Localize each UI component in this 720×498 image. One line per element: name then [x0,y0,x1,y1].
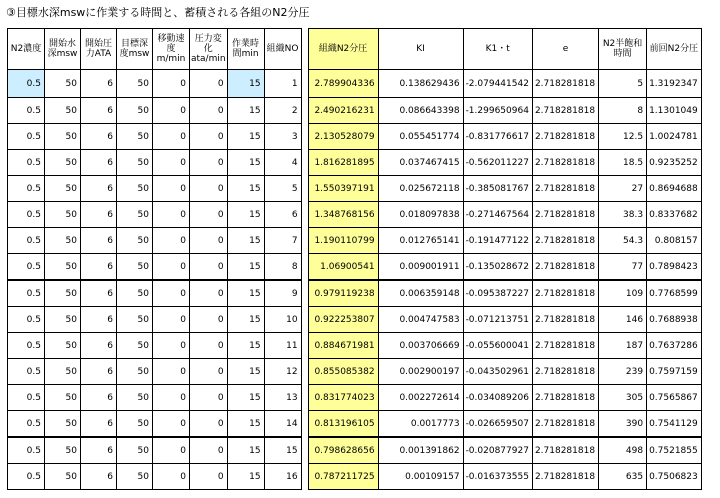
header-cell[interactable]: 組織NO [264,29,301,70]
start-pressure-cell[interactable]: 6 [81,150,117,176]
pressure-change-cell[interactable]: 0 [190,176,228,202]
n2-concentration-cell[interactable]: 0.5 [8,385,45,411]
work-time-cell[interactable]: 15 [227,464,264,490]
n2-concentration-cell[interactable]: 0.5 [8,98,45,124]
header-cell[interactable]: 目標深度msw [117,29,153,70]
half-saturation-cell[interactable]: 390 [599,411,647,438]
move-speed-cell[interactable]: 0 [153,254,190,281]
start-pressure-cell[interactable]: 6 [81,359,117,385]
start-depth-cell[interactable]: 50 [45,437,81,464]
n2-concentration-cell[interactable]: 0.5 [8,333,45,359]
e-cell[interactable]: 2.718281818 [532,202,598,228]
table-row [8,124,702,150]
move-speed-cell[interactable]: 0 [153,98,190,124]
move-speed-cell[interactable]: 0 [153,124,190,150]
n2-concentration-cell[interactable]: 0.5 [8,228,45,254]
pressure-change-cell[interactable]: 0 [190,124,228,150]
work-time-cell[interactable]: 15 [227,307,264,333]
start-depth-cell[interactable]: 50 [45,333,81,359]
work-time-cell[interactable]: 15 [227,176,264,202]
k1t-cell[interactable]: -0.271467564 [463,202,532,228]
start-pressure-cell[interactable]: 6 [81,98,117,124]
half-saturation-cell[interactable]: 18.5 [599,150,647,176]
start-depth-cell[interactable]: 50 [45,70,81,98]
pressure-change-cell[interactable]: 0 [190,98,228,124]
header-cell[interactable]: 移動速度m/min [153,29,190,70]
tissue-no-cell[interactable]: 6 [264,202,301,228]
move-speed-cell[interactable]: 0 [153,280,190,307]
k1t-cell[interactable]: -0.034089206 [463,385,532,411]
start-pressure-cell[interactable]: 6 [81,307,117,333]
tissue-no-cell[interactable]: 16 [264,464,301,490]
header-cell[interactable]: 圧力変化ata/min [190,29,228,70]
spacer-cell [301,254,308,281]
table-row [8,437,702,464]
e-cell[interactable]: 2.718281818 [532,98,598,124]
header-cell[interactable]: 開始水深msw [45,29,81,70]
n2-concentration-cell[interactable]: 0.5 [8,124,45,150]
start-pressure-cell[interactable]: 6 [81,437,117,464]
start-depth-cell[interactable]: 50 [45,280,81,307]
ki-cell[interactable]: 0.055451774 [378,124,463,150]
tissue-n2-cell[interactable]: 0.884671981 [308,333,378,359]
half-saturation-cell[interactable]: 54.3 [599,228,647,254]
target-depth-cell[interactable]: 50 [117,359,153,385]
ki-cell[interactable]: 0.018097838 [378,202,463,228]
start-depth-cell[interactable]: 50 [45,150,81,176]
e-cell[interactable]: 2.718281818 [532,280,598,307]
table-row [8,280,702,307]
work-time-cell[interactable]: 15 [227,437,264,464]
move-speed-cell[interactable]: 0 [153,385,190,411]
ki-cell[interactable]: 0.086643398 [378,98,463,124]
header-cell[interactable]: K1・t [463,29,532,70]
start-depth-cell[interactable]: 50 [45,254,81,281]
prev-n2-cell[interactable]: 0.7637286 [647,333,702,359]
pressure-change-cell[interactable]: 0 [190,150,228,176]
spacer-cell [301,359,308,385]
move-speed-cell[interactable]: 0 [153,437,190,464]
move-speed-cell[interactable]: 0 [153,411,190,438]
spacer-cell [301,280,308,307]
table-row [8,359,702,385]
half-saturation-cell[interactable]: 187 [599,333,647,359]
tissue-n2-cell[interactable]: 2.490216231 [308,98,378,124]
ki-cell[interactable]: 0.001391862 [378,437,463,464]
work-time-cell[interactable]: 15 [227,228,264,254]
table-row [8,254,702,281]
n2-concentration-cell[interactable]: 0.5 [8,437,45,464]
tissue-no-cell[interactable]: 11 [264,333,301,359]
start-pressure-cell[interactable]: 6 [81,228,117,254]
target-depth-cell[interactable]: 50 [117,228,153,254]
start-depth-cell[interactable]: 50 [45,98,81,124]
work-time-cell[interactable]: 15 [227,411,264,438]
move-speed-cell[interactable]: 0 [153,150,190,176]
k1t-cell[interactable]: -0.831776617 [463,124,532,150]
work-time-cell[interactable]: 15 [227,124,264,150]
target-depth-cell[interactable]: 50 [117,150,153,176]
target-depth-cell[interactable]: 50 [117,307,153,333]
ki-cell[interactable]: 0.006359148 [378,280,463,307]
e-cell[interactable]: 2.718281818 [532,124,598,150]
start-depth-cell[interactable]: 50 [45,124,81,150]
header-cell[interactable]: KI [378,29,463,70]
pressure-change-cell[interactable]: 0 [190,464,228,490]
header-cell[interactable]: 前回N2分圧 [647,29,702,70]
ki-cell[interactable]: 0.0017773 [378,411,463,438]
tissue-n2-cell[interactable]: 0.922253807 [308,307,378,333]
table-row [8,202,702,228]
tissue-n2-cell[interactable]: 0.798628656 [308,437,378,464]
pressure-change-cell[interactable]: 0 [190,307,228,333]
tissue-no-cell[interactable]: 15 [264,437,301,464]
tissue-no-cell[interactable]: 14 [264,411,301,438]
e-cell[interactable]: 2.718281818 [532,464,598,490]
tissue-n2-cell[interactable]: 0.813196105 [308,411,378,438]
prev-n2-cell[interactable]: 1.3192347 [647,70,702,98]
half-saturation-cell[interactable]: 109 [599,280,647,307]
tissue-n2-cell[interactable]: 1.06900541 [308,254,378,281]
move-speed-cell[interactable]: 0 [153,228,190,254]
pressure-change-cell[interactable]: 0 [190,385,228,411]
spacer-cell [301,228,308,254]
ki-cell[interactable]: 0.002900197 [378,359,463,385]
k1t-cell[interactable]: -0.562011227 [463,150,532,176]
table-row [8,464,702,490]
half-saturation-cell[interactable]: 498 [599,437,647,464]
start-pressure-cell[interactable]: 6 [81,464,117,490]
header-cell[interactable]: e [532,29,598,70]
target-depth-cell[interactable]: 50 [117,464,153,490]
ki-cell[interactable]: 0.037467415 [378,150,463,176]
target-depth-cell[interactable]: 50 [117,98,153,124]
half-saturation-cell[interactable]: 239 [599,359,647,385]
spacer-cell [301,202,308,228]
move-speed-cell[interactable]: 0 [153,464,190,490]
move-speed-cell[interactable]: 0 [153,202,190,228]
k1t-cell[interactable]: -0.095387227 [463,280,532,307]
table-row [8,150,702,176]
n2-concentration-cell[interactable]: 0.5 [8,464,45,490]
pressure-change-cell[interactable]: 0 [190,359,228,385]
start-depth-cell[interactable]: 50 [45,307,81,333]
prev-n2-cell[interactable]: 0.7565867 [647,385,702,411]
ki-cell[interactable]: 0.004747583 [378,307,463,333]
tissue-no-cell[interactable]: 13 [264,385,301,411]
k1t-cell[interactable]: -0.026659507 [463,411,532,438]
e-cell[interactable]: 2.718281818 [532,411,598,438]
start-depth-cell[interactable]: 50 [45,228,81,254]
prev-n2-cell[interactable]: 0.808157 [647,228,702,254]
move-speed-cell[interactable]: 0 [153,359,190,385]
n2-concentration-cell[interactable]: 0.5 [8,411,45,438]
work-time-cell[interactable]: 15 [227,98,264,124]
start-pressure-cell[interactable]: 6 [81,124,117,150]
header-cell[interactable]: 作業時間min [227,29,264,70]
spacer-cell [301,333,308,359]
pressure-change-cell[interactable]: 0 [190,202,228,228]
tissue-n2-cell[interactable]: 1.816281895 [308,150,378,176]
start-depth-cell[interactable]: 50 [45,411,81,438]
prev-n2-cell[interactable]: 0.7898423 [647,254,702,281]
spreadsheet-table [7,28,702,490]
k1t-cell[interactable]: -1.299650964 [463,98,532,124]
e-cell[interactable]: 2.718281818 [532,307,598,333]
tissue-no-cell[interactable]: 5 [264,176,301,202]
k1t-cell[interactable]: -0.385081767 [463,176,532,202]
tissue-no-cell[interactable]: 8 [264,254,301,281]
start-depth-cell[interactable]: 50 [45,359,81,385]
e-cell[interactable]: 2.718281818 [532,437,598,464]
half-saturation-cell[interactable]: 38.3 [599,202,647,228]
table-row [8,385,702,411]
target-depth-cell[interactable]: 50 [117,254,153,281]
start-depth-cell[interactable]: 50 [45,176,81,202]
half-saturation-cell[interactable]: 8 [599,98,647,124]
spacer-cell [301,411,308,438]
k1t-cell[interactable]: -0.020877927 [463,437,532,464]
k1t-cell[interactable]: -0.043502961 [463,359,532,385]
pressure-change-cell[interactable]: 0 [190,280,228,307]
move-speed-cell[interactable]: 0 [153,333,190,359]
ki-cell[interactable]: 0.025672118 [378,176,463,202]
prev-n2-cell[interactable]: 1.1301049 [647,98,702,124]
table-row [8,70,702,98]
start-depth-cell[interactable]: 50 [45,385,81,411]
move-speed-cell[interactable]: 0 [153,307,190,333]
e-cell[interactable]: 2.718281818 [532,333,598,359]
prev-n2-cell[interactable]: 0.8694688 [647,176,702,202]
pressure-change-cell[interactable]: 0 [190,228,228,254]
start-pressure-cell[interactable]: 6 [81,254,117,281]
ki-cell[interactable]: 0.009001911 [378,254,463,281]
start-pressure-cell[interactable]: 6 [81,385,117,411]
target-depth-cell[interactable]: 50 [117,202,153,228]
tissue-no-cell[interactable]: 2 [264,98,301,124]
work-time-cell[interactable]: 15 [227,70,264,98]
n2-concentration-cell[interactable]: 0.5 [8,202,45,228]
work-time-cell[interactable]: 15 [227,150,264,176]
header-cell[interactable]: 組織N2分圧 [308,29,378,70]
k1t-cell[interactable]: -0.135028672 [463,254,532,281]
spacer-cell [301,98,308,124]
target-depth-cell[interactable]: 50 [117,437,153,464]
tissue-n2-cell[interactable]: 2.130528079 [308,124,378,150]
spacer-cell [301,124,308,150]
table-row [8,98,702,124]
work-time-cell[interactable]: 15 [227,254,264,281]
start-pressure-cell[interactable]: 6 [81,70,117,98]
spacer-cell [301,176,308,202]
pressure-change-cell[interactable]: 0 [190,333,228,359]
tissue-no-cell[interactable]: 9 [264,280,301,307]
k1t-cell[interactable]: -0.016373555 [463,464,532,490]
target-depth-cell[interactable]: 50 [117,124,153,150]
prev-n2-cell[interactable]: 0.7521855 [647,437,702,464]
k1t-cell[interactable]: -0.071213751 [463,307,532,333]
table-row [8,307,702,333]
prev-n2-cell[interactable]: 0.7597159 [647,359,702,385]
e-cell[interactable]: 2.718281818 [532,254,598,281]
pressure-change-cell[interactable]: 0 [190,254,228,281]
n2-concentration-cell[interactable]: 0.5 [8,307,45,333]
target-depth-cell[interactable]: 50 [117,176,153,202]
target-depth-cell[interactable]: 50 [117,333,153,359]
start-pressure-cell[interactable]: 6 [81,202,117,228]
start-pressure-cell[interactable]: 6 [81,333,117,359]
prev-n2-cell[interactable]: 0.7688938 [647,307,702,333]
e-cell[interactable]: 2.718281818 [532,70,598,98]
n2-concentration-cell[interactable]: 0.5 [8,254,45,281]
tissue-no-cell[interactable]: 3 [264,124,301,150]
tissue-n2-cell[interactable]: 2.789904336 [308,70,378,98]
tissue-n2-cell[interactable]: 1.348768156 [308,202,378,228]
tissue-no-cell[interactable]: 4 [264,150,301,176]
start-depth-cell[interactable]: 50 [45,202,81,228]
start-pressure-cell[interactable]: 6 [81,280,117,307]
e-cell[interactable]: 2.718281818 [532,228,598,254]
target-depth-cell[interactable]: 50 [117,411,153,438]
tissue-n2-cell[interactable]: 1.190110799 [308,228,378,254]
pressure-change-cell[interactable]: 0 [190,411,228,438]
work-time-cell[interactable]: 15 [227,359,264,385]
table-row [8,333,702,359]
e-cell[interactable]: 2.718281818 [532,176,598,202]
tissue-n2-cell[interactable]: 0.831774023 [308,385,378,411]
spacer-column [301,29,308,70]
e-cell[interactable]: 2.718281818 [532,385,598,411]
work-time-cell[interactable]: 15 [227,333,264,359]
ki-cell[interactable]: 0.00109157 [378,464,463,490]
spacer-cell [301,70,308,98]
prev-n2-cell[interactable]: 1.0024781 [647,124,702,150]
n2-concentration-cell[interactable]: 0.5 [8,359,45,385]
spacer-cell [301,464,308,490]
tissue-n2-cell[interactable]: 0.787211725 [308,464,378,490]
half-saturation-cell[interactable]: 635 [599,464,647,490]
table-row [8,176,702,202]
tissue-n2-cell[interactable]: 0.979119238 [308,280,378,307]
target-depth-cell[interactable]: 50 [117,70,153,98]
spacer-cell [301,385,308,411]
pressure-change-cell[interactable]: 0 [190,70,228,98]
table-row [8,411,702,438]
half-saturation-cell[interactable]: 305 [599,385,647,411]
e-cell[interactable]: 2.718281818 [532,150,598,176]
half-saturation-cell[interactable]: 146 [599,307,647,333]
table-row [8,228,702,254]
half-saturation-cell[interactable]: 12.5 [599,124,647,150]
n2-concentration-cell[interactable]: 0.5 [8,176,45,202]
spacer-cell [301,307,308,333]
prev-n2-cell[interactable]: 0.7541129 [647,411,702,438]
prev-n2-cell[interactable]: 0.7506823 [647,464,702,490]
n2-concentration-cell[interactable]: 0.5 [8,150,45,176]
ki-cell[interactable]: 0.138629436 [378,70,463,98]
half-saturation-cell[interactable]: 5 [599,70,647,98]
header-cell[interactable]: N2濃度 [8,29,45,70]
n2-concentration-cell[interactable]: 0.5 [8,70,45,98]
sheet-title: ③目標水深mswに作業する時間と、蓄積される各組のN2分圧 [6,6,310,19]
start-depth-cell[interactable]: 50 [45,464,81,490]
move-speed-cell[interactable]: 0 [153,176,190,202]
tissue-no-cell[interactable]: 1 [264,70,301,98]
e-cell[interactable]: 2.718281818 [532,359,598,385]
tissue-n2-cell[interactable]: 0.855085382 [308,359,378,385]
spacer-cell [301,437,308,464]
work-time-cell[interactable]: 15 [227,202,264,228]
pressure-change-cell[interactable]: 0 [190,437,228,464]
work-time-cell[interactable]: 15 [227,280,264,307]
ki-cell[interactable]: 0.003706669 [378,333,463,359]
tissue-no-cell[interactable]: 7 [264,228,301,254]
n2-concentration-cell[interactable]: 0.5 [8,280,45,307]
start-pressure-cell[interactable]: 6 [81,176,117,202]
header-cell[interactable]: 開始圧力ATA [81,29,117,70]
half-saturation-cell[interactable]: 27 [599,176,647,202]
prev-n2-cell[interactable]: 0.7768599 [647,280,702,307]
k1t-cell[interactable]: -0.191477122 [463,228,532,254]
target-depth-cell[interactable]: 50 [117,280,153,307]
start-pressure-cell[interactable]: 6 [81,411,117,438]
k1t-cell[interactable]: -0.055600041 [463,333,532,359]
target-depth-cell[interactable]: 50 [117,385,153,411]
prev-n2-cell[interactable]: 0.9235252 [647,150,702,176]
header-cell[interactable]: N2半飽和時間 [599,29,647,70]
spacer-cell [301,150,308,176]
prev-n2-cell[interactable]: 0.8337682 [647,202,702,228]
move-speed-cell[interactable]: 0 [153,70,190,98]
tissue-n2-cell[interactable]: 1.550397191 [308,176,378,202]
ki-cell[interactable]: 0.002272614 [378,385,463,411]
work-time-cell[interactable]: 15 [227,385,264,411]
k1t-cell[interactable]: -2.079441542 [463,70,532,98]
header-row [8,29,702,70]
half-saturation-cell[interactable]: 77 [599,254,647,281]
tissue-no-cell[interactable]: 12 [264,359,301,385]
ki-cell[interactable]: 0.012765141 [378,228,463,254]
tissue-no-cell[interactable]: 10 [264,307,301,333]
